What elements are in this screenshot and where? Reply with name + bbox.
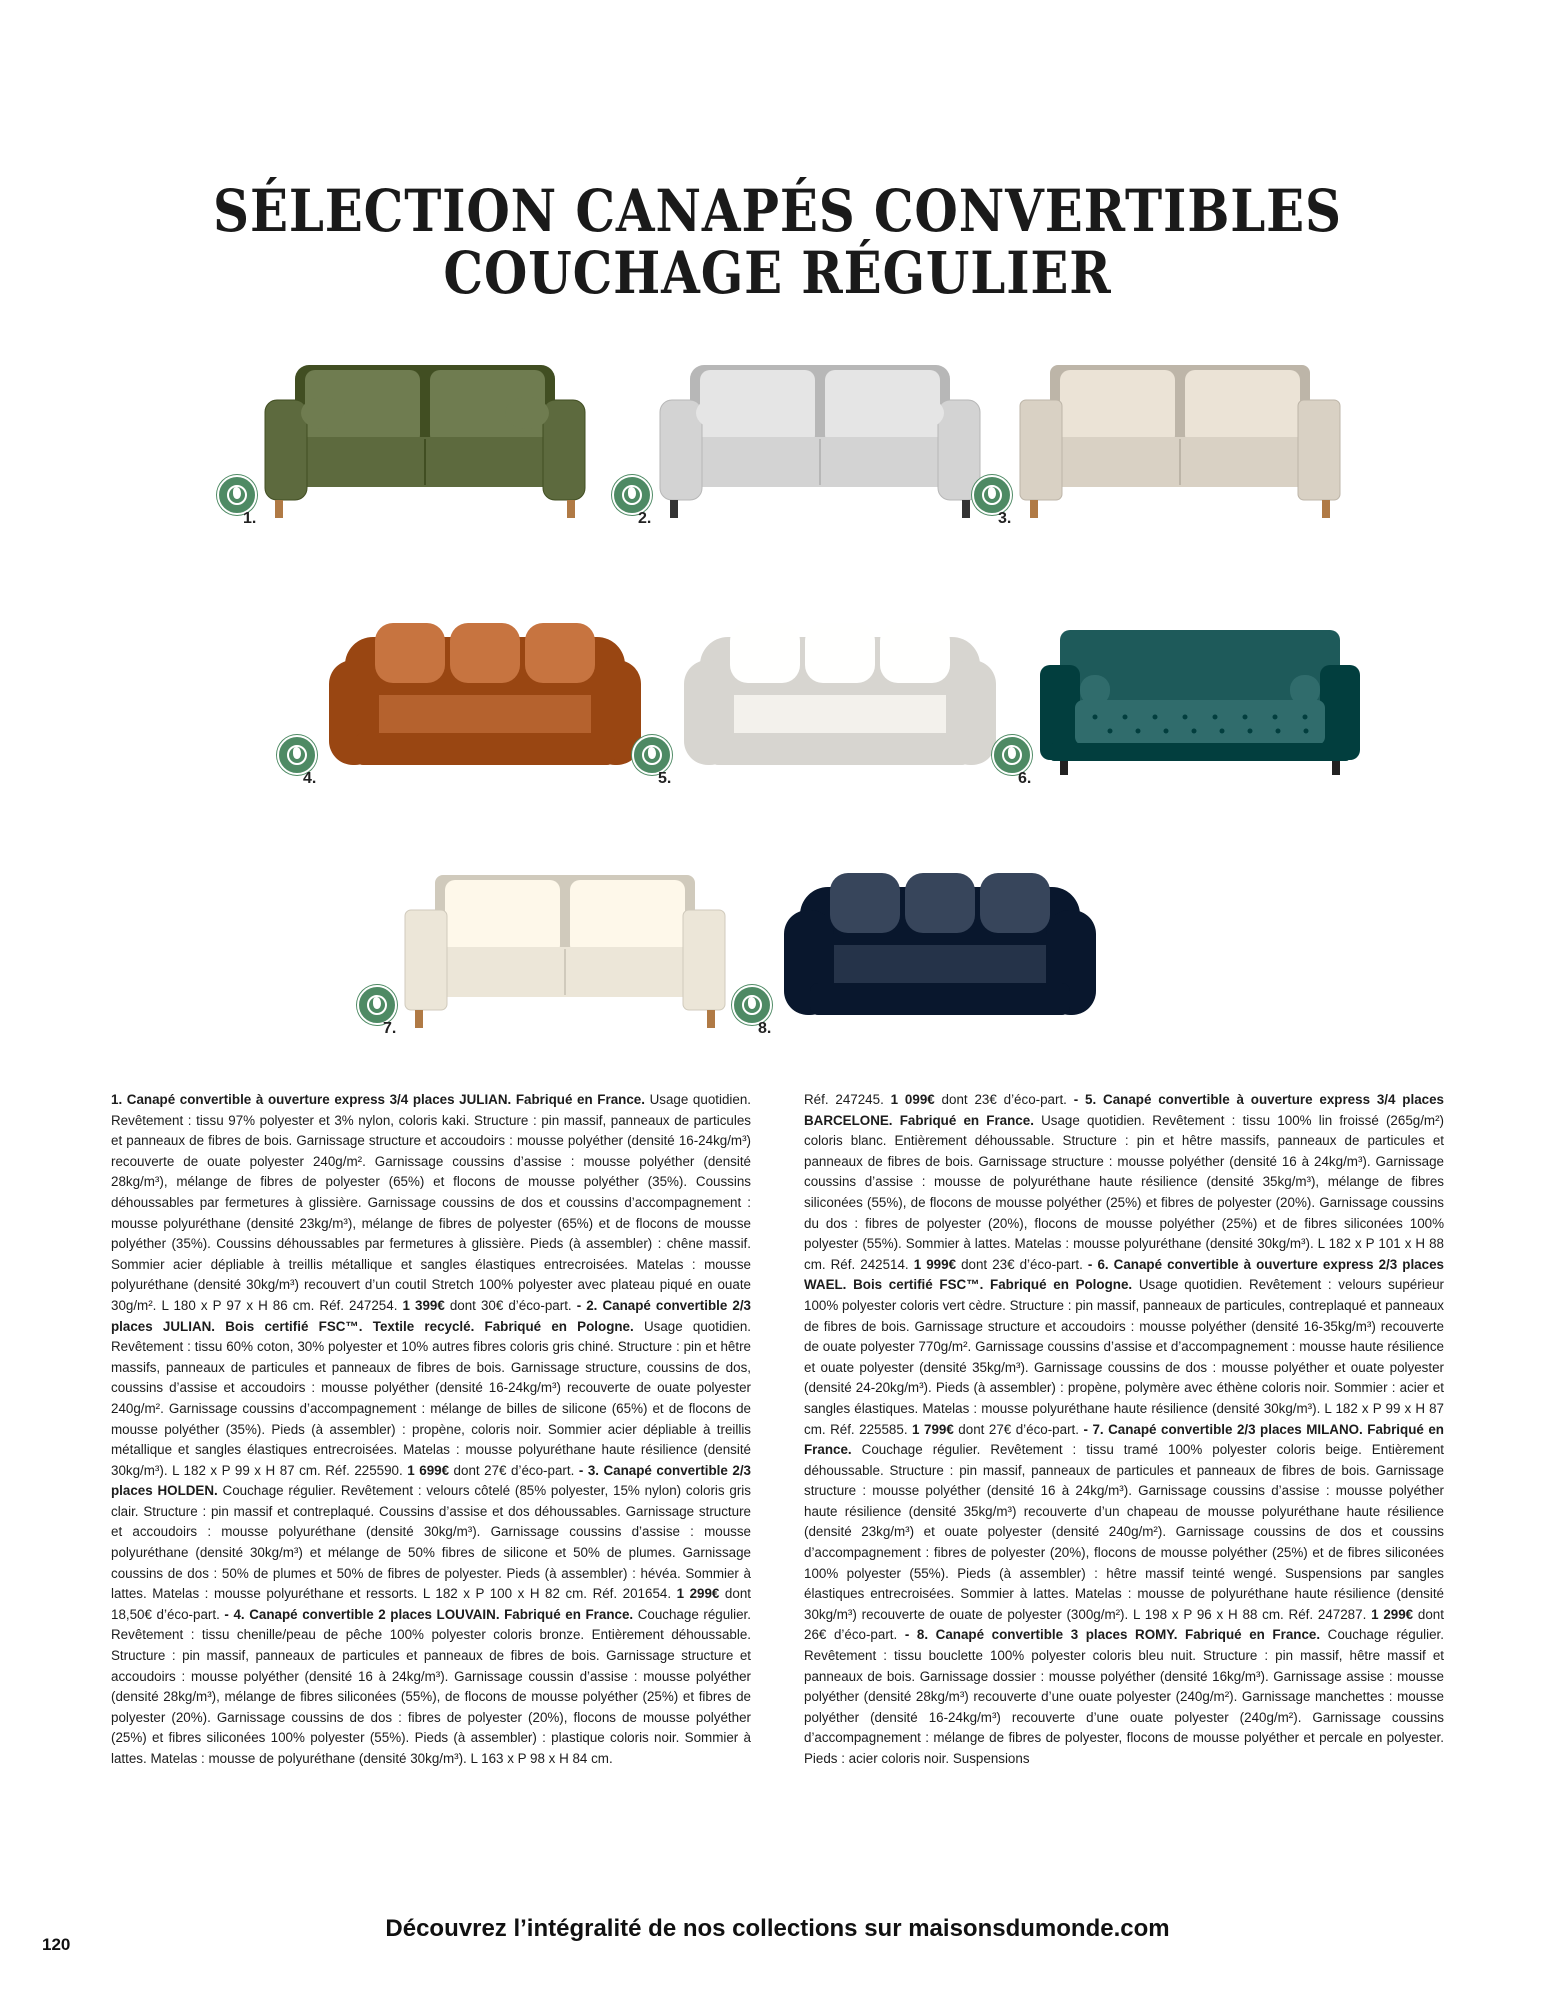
sofa-back-cushion bbox=[730, 623, 800, 683]
sofa-throw-pillow bbox=[696, 397, 740, 429]
product-sofa-7 bbox=[383, 865, 765, 1045]
sofa-leg bbox=[567, 500, 575, 518]
product-heading-text: 1 999€ bbox=[913, 1256, 957, 1272]
sofa-arm-left bbox=[405, 910, 447, 1010]
product-heading-text: - 5. Canapé convertible à ouverture express 3/4 places BARCELONE. Fabriqué en France. bbox=[804, 1092, 1444, 1128]
page-number: 120 bbox=[42, 1935, 71, 1954]
product-heading-text: 1 699€ bbox=[407, 1462, 450, 1478]
tuft-button bbox=[1153, 715, 1158, 720]
eco-label-icon bbox=[217, 475, 257, 515]
product-heading-text: 1. Canapé convertible à ouverture express 3/4 places JULIAN. Fabriqué en France. bbox=[111, 1092, 645, 1107]
product-sofa-5 bbox=[658, 615, 1040, 795]
tuft-button bbox=[1304, 729, 1309, 734]
sofa-leg bbox=[1060, 761, 1068, 775]
product-heading-text: - 6. Canapé convertible à ouverture express 2/3 places WAEL. Bois certifié FSC™. Fabriqué en Pologne. bbox=[804, 1256, 1444, 1293]
product-detail-text: Réf. 247245. bbox=[804, 1092, 891, 1107]
description-column-left bbox=[111, 1090, 751, 1770]
product-heading-text: 1 299€ bbox=[1371, 1606, 1414, 1622]
sofa-throw-pillow bbox=[505, 397, 549, 429]
product-number: 3. bbox=[998, 510, 1012, 527]
product-heading-text: - 2. Canapé convertible 2/3 places JULIAN. Bois certifié FSC™. Textile recyclé. Fabriqué en Pologne. bbox=[111, 1297, 751, 1334]
sofa-illustration bbox=[670, 615, 1010, 785]
sofa-arm-left bbox=[660, 400, 702, 500]
sofa-illustration bbox=[1030, 615, 1370, 785]
footer-link-text: Découvrez l’intégralité de nos collections sur maisonsdumonde.com bbox=[385, 1915, 1170, 1942]
product-detail-text: Couchage régulier. Revêtement : tissu chenille/peau de pêche 100% polyester coloris bronze. Entièrement déhoussable. Structure : pin massif, panneaux de particules et panneaux de fibres de bois. Garnissage structure et accoudoirs : mousse polyéther (densité 16 à 24kg/m³). Garnissage coussin d’assise : mousse polyéther (densité 28kg/m³), mélange de fibres siliconées (55%), de flocons de mousse polyéther (25%) et fibres de polyester (20%). Garnissage coussins de dos : fibres de polyester (20%), flocons de mousse polyéther (25%) et fibres siliconées 100% polyester (55%). Pieds (à assembler) : plastique coloris noir. Sommier à lattes. Matelas : mousse de polyuréthane (densité 30kg/m³). L 163 x P 98 x H 84 cm. bbox=[111, 1606, 751, 1766]
product-detail-text: Usage quotidien. Revêtement : velours supérieur 100% polyester coloris vert cèdre. Structure : pin massif, panneaux de particules, contreplaqué et panneaux de fibres de bois. Garnissage structure et accoudoirs : mousse polyéther (densité 16-35kg/m³) recouverte de ouate polyester 770g/m². Garnissage coussins d’assise et d’accompagnement : mousse haute résilience et ouate polyester (densité 35kg/m³). Garnissage coussins de dos : mousse polyéther et ouate polyester (densité 24-20kg/m³). Pieds (à assembler) : propène, polymère avec éthène coloris noir. Sommier : acier et sangles élastiques. Matelas : mousse polyuréthane haute résilience (densité 30kg/m³). L 182 x P 99 x H 87 cm. Réf. 225585. bbox=[804, 1277, 1444, 1437]
tuft-button bbox=[1273, 715, 1278, 720]
sofa-bolster bbox=[1080, 675, 1110, 705]
page-title bbox=[109, 177, 1446, 307]
product-detail-text: dont 27€ d’éco-part. bbox=[953, 1421, 1084, 1437]
product-detail-text: dont 30€ d’éco-part. bbox=[444, 1297, 577, 1313]
sofa-leg bbox=[1030, 500, 1038, 518]
eco-label-icon bbox=[357, 985, 397, 1025]
product-number: 1. bbox=[243, 510, 257, 527]
sofa-illustration bbox=[1010, 355, 1350, 525]
tuft-button bbox=[1303, 715, 1308, 720]
product-detail-text: dont 27€ d’éco-part. bbox=[449, 1462, 579, 1478]
sofa-illustration bbox=[650, 355, 990, 525]
product-detail-text: dont 26€ d’éco-part. bbox=[804, 1606, 1444, 1643]
product-number: 7. bbox=[383, 1020, 397, 1037]
sofa-leg bbox=[707, 1010, 715, 1028]
sofa-base bbox=[355, 733, 615, 765]
sofa-throw-pillow bbox=[301, 397, 345, 429]
product-sofa-1 bbox=[243, 355, 625, 535]
product-heading-text: - 3. Canapé convertible 2/3 places HOLDEN. bbox=[111, 1462, 751, 1499]
sofa-back-cushion bbox=[525, 623, 595, 683]
tuft-button bbox=[1192, 729, 1197, 734]
sofa-throw-pillow bbox=[900, 397, 944, 429]
sofa-leg bbox=[670, 500, 678, 518]
product-heading-text: 1 099€ bbox=[890, 1092, 935, 1107]
product-heading-text: - 4. Canapé convertible 2 places LOUVAIN. Fabriqué en France. bbox=[224, 1606, 634, 1622]
product-number: 5. bbox=[658, 770, 672, 787]
sofa-leg bbox=[415, 1010, 423, 1028]
tuft-button bbox=[1183, 715, 1188, 720]
eco-label-icon bbox=[277, 735, 317, 775]
product-sofa-8 bbox=[758, 865, 1140, 1045]
eco-label-icon bbox=[972, 475, 1012, 515]
sofa-base bbox=[810, 983, 1070, 1015]
sofa-illustration bbox=[255, 355, 595, 525]
sofa-back-cushion bbox=[880, 623, 950, 683]
sofa-back-cushion bbox=[375, 623, 445, 683]
tuft-button bbox=[1243, 715, 1248, 720]
product-heading-text: 1 799€ bbox=[912, 1421, 954, 1437]
tuft-button bbox=[1164, 729, 1169, 734]
eco-label-icon bbox=[612, 475, 652, 515]
sofa-leg bbox=[1332, 761, 1340, 775]
tuft-button bbox=[1213, 715, 1218, 720]
product-number: 6. bbox=[1018, 770, 1032, 787]
product-detail-text: Couchage régulier. Revêtement : tissu bouclette 100% polyester coloris bleu nuit. Structure : pin massif, hêtre massif et panneaux de bois. Garnissage dossier : mousse polyéther (densité 16kg/m³). Garnissage assise : mousse polyéther (densité 28kg/m³) recouverte d’une ouate polyester (240g/m²). Garnissage manchettes : mousse polyéther (densité 16-24kg/m³) recouverte d’une ouate polyester (240g/m²). Garnissage coussins d’accompagnement : mélange de fibres de polyester, flocons de mousse polyéther et percale en polyester. Pieds : acier coloris noir. Suspensions bbox=[804, 1627, 1444, 1766]
product-number: 8. bbox=[758, 1020, 772, 1037]
sofa-seat bbox=[1075, 700, 1325, 745]
product-number: 4. bbox=[303, 770, 317, 787]
sofa-back-cushion bbox=[980, 873, 1050, 933]
sofa-back-cushion bbox=[1185, 370, 1300, 445]
product-detail-text: Usage quotidien. Revêtement : tissu 100% lin froissé (265g/m²) coloris blanc. Entièrement déhoussable. Structure : pin et hêtre massifs, panneaux de particules et panneaux de fibres de bois. Garnissage structure : mousse polyéther (densité 16 à 24kg/m³). Garnissage coussins d’assise : mousse de polyuréthane haute résilience (densité 35kg/m³), mélange de fibres siliconées (55%), de flocons de mousse polyéther (25%) et fibres de polyester (20%). Garnissage coussins du dos : fibres de polyester (20%), flocons de mousse polyéther (25%) et de fibres siliconées 100% polyester (55%). Sommier à lattes. Matelas : mousse polyuréthane (densité 30kg/m³). L 182 x P 101 x H 88 cm. Réf. 242514. bbox=[804, 1112, 1445, 1272]
product-number: 2. bbox=[638, 510, 652, 527]
product-detail-text: Usage quotidien. Revêtement : tissu 60% coton, 30% polyester et 10% autres fibres coloris gris chiné. Structure : pin et hêtre massifs, panneaux de particules et panneaux de fibres de bois. Garnissage structure, coussins de dos, coussins d’assise et accoudoirs : mousse polyéther (densité 16-24kg/m³) recouverte de ouate polyester 240g/m². Garnissage coussins d’accompagnement : mélange de billes de silicone (65%) et de flocons de mousse polyéther (35%). Pieds (à assembler) : propène, coloris noir. Sommier acier dépliable à treillis métallique et sangles élastiques entrecroisées. Matelas : mousse polyuréthane haute résilience (densité 30kg/m³). L 182 x P 99 x H 87 cm. Réf. 225590. bbox=[111, 1318, 751, 1478]
product-detail-text: Couchage régulier. Revêtement : tissu tramé 100% polyester coloris beige. Entièrement déhoussable. Structure : pin massif, panneaux de particules et panneaux de fibres de bois. Garnissage structure : mousse polyéther (densité 16 à 24kg/m³). Garnissage coussins d’assise : mousse polyéther haute résilience (densité 35kg/m³) recouverte d’un chapeau de mousse polyuréthane haute résilience (densité 23kg/m³) et ouate polyester (densité 240g/m²). Garnissage coussins de dos et coussins d’accompagnement : fibres de polyester (20%), flocons de mousse polyéther (25%) et de fibres siliconées 100% polyester (55%). Pieds (à assembler) : hêtre massif teinté wengé. Suspensions par sangles élastiques entrecroisées. Sommier à lattes. Matelas : mousse de polyuréthane haute résilience (densité 30kg/m³) recouverte de ouate de polyester (300g/m²). L 198 x P 96 x H 88 cm. Réf. 247287. bbox=[804, 1442, 1444, 1622]
product-heading-text: - 7. Canapé convertible 2/3 places MILANO. Fabriqué en France. bbox=[804, 1421, 1444, 1458]
page-title-line-1: SÉLECTION CANAPÉS CONVERTIBLES bbox=[213, 177, 1342, 245]
tuft-button bbox=[1220, 729, 1225, 734]
sofa-illustration bbox=[770, 865, 1110, 1035]
sofa-base bbox=[710, 733, 970, 765]
eco-label-icon bbox=[732, 985, 772, 1025]
sofa-back-cushion bbox=[805, 623, 875, 683]
product-heading-text: 1 299€ bbox=[676, 1586, 720, 1602]
sofa-arm-right bbox=[543, 400, 585, 500]
page-title-line-2: COUCHAGE RÉGULIER bbox=[443, 239, 1112, 307]
product-heading-text: 1 399€ bbox=[402, 1297, 445, 1313]
sofa-arm-left bbox=[265, 400, 307, 500]
sofa-leg bbox=[1322, 500, 1330, 518]
sofa-arm-right bbox=[1298, 400, 1340, 500]
eco-label-icon bbox=[992, 735, 1032, 775]
sofa-back-cushion bbox=[570, 880, 685, 955]
product-detail-text: dont 23€ d’éco-part. bbox=[934, 1092, 1074, 1107]
product-detail-text: Couchage régulier. Revêtement : velours côtelé (85% polyester, 15% nylon) coloris gris clair. Structure : pin massif et contreplaqué. Coussins d’assise et dos déhoussables. Garnissage structure et accoudoirs : mousse polyuréthane (densité 30kg/m³). Garnissage coussins d’assise : mousse polyuréthane (densité 30kg/m³) et mélange de 50% fibres de silicone et 50% de plumes. Garnissage coussins de dos : 50% de plumes et 50% de fibres de polyester. Pieds (à assembler) : hévéa. Sommier à lattes. Matelas : mousse polyuréthane et ressorts. L 182 x P 100 x H 82 cm. Réf. 201654. bbox=[111, 1483, 751, 1602]
tuft-button bbox=[1276, 729, 1281, 734]
sofa-base bbox=[1050, 743, 1350, 761]
product-heading-text: - 8. Canapé convertible 3 places ROMY. Fabriqué en France. bbox=[904, 1627, 1321, 1643]
sofa-illustration bbox=[395, 865, 735, 1035]
sofa-back-cushion bbox=[830, 873, 900, 933]
eco-label-icon bbox=[632, 735, 672, 775]
tuft-button bbox=[1108, 729, 1113, 734]
product-sofa-6 bbox=[1018, 615, 1400, 795]
product-sofa-2 bbox=[638, 355, 1020, 535]
tuft-button bbox=[1248, 729, 1253, 734]
product-detail-text: dont 23€ d’éco-part. bbox=[956, 1256, 1088, 1272]
sofa-leg bbox=[275, 500, 283, 518]
sofa-arm-left bbox=[1020, 400, 1062, 500]
tuft-button bbox=[1136, 729, 1141, 734]
sofa-leg bbox=[962, 500, 970, 518]
sofa-back-cushion bbox=[450, 623, 520, 683]
sofa-back-cushion bbox=[905, 873, 975, 933]
sofa-back-cushion bbox=[445, 880, 560, 955]
sofa-bolster bbox=[1290, 675, 1320, 705]
tuft-button bbox=[1123, 715, 1128, 720]
product-sofa-3 bbox=[998, 355, 1380, 535]
sofa-back-cushion bbox=[1060, 370, 1175, 445]
product-detail-text: dont 18,50€ d’éco-part. bbox=[111, 1586, 751, 1622]
sofa-arm-right bbox=[683, 910, 725, 1010]
sofa-illustration bbox=[315, 615, 655, 785]
product-sofa-4 bbox=[303, 615, 685, 795]
product-detail-text: Usage quotidien. Revêtement : tissu 97% polyester et 3% nylon, coloris kaki. Structure : pin massif, panneaux de particules et panneaux de fibres de bois. Garnissage structure et accoudoirs : mousse polyéther (densité 16-24kg/m³) recouverte de ouate polyester 240g/m². Garnissage coussins d’assise : mousse polyéther (densité 28kg/m³), mélange de fibres de polyester (65%) et flocons de mousse polyéther (35%). Coussins déhoussables par fermetures à glissière. Garnissage coussins de dos et coussins d’accompagnement : mousse polyuréthane (densité 23kg/m³), mélange de fibres de polyester (65%) et de flocons de mousse polyéther (35%). Coussins déhoussables par fermetures à glissière. Pieds (à assembler) : chêne massif. Sommier acier dépliable à treillis métallique et sangles élastiques entrecroisées. Matelas : mousse polyuréthane (densité 30kg/m³) recouvert d’un coutil Stretch 100% polyester avec plateau piqué en ouate 30g/m². L 180 x P 97 x H 86 cm. Réf. 247254. bbox=[111, 1092, 751, 1313]
description-column-right bbox=[804, 1090, 1444, 1770]
tuft-button bbox=[1093, 715, 1098, 720]
